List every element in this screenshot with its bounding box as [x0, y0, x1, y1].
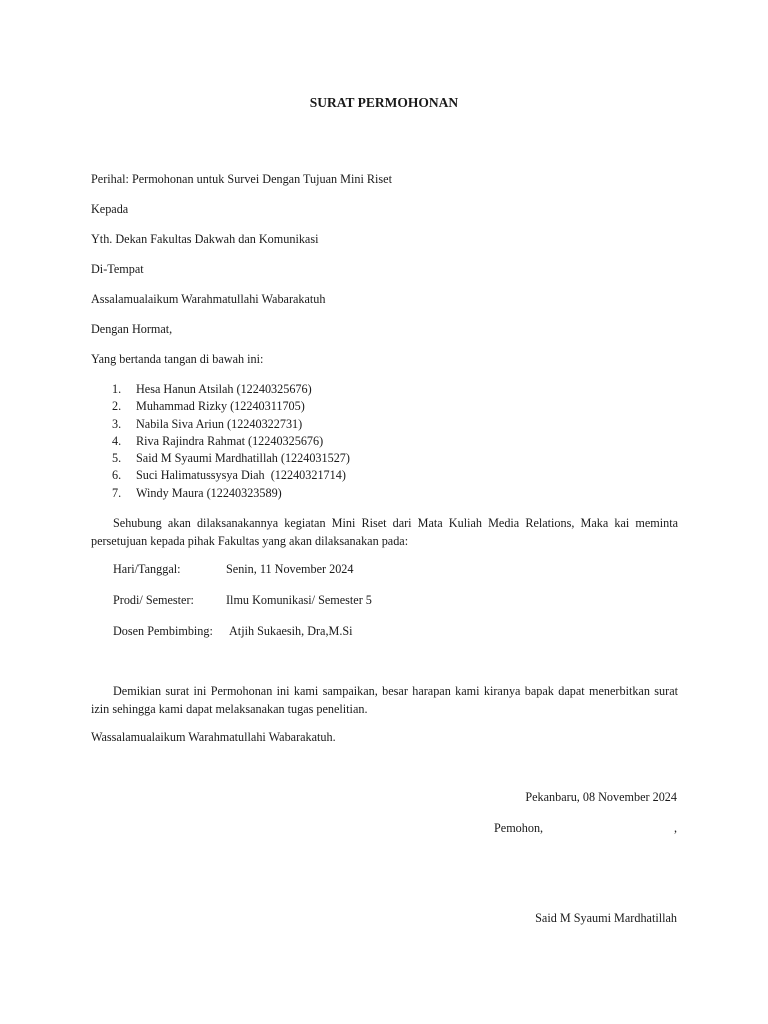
detail-row-date	[113, 561, 354, 578]
signatory-name: Said M Syaumi Mardhatillah	[535, 911, 677, 925]
list-number: 4.	[112, 433, 122, 448]
date-value: Senin, 11 November 2024	[226, 562, 354, 576]
detail-row-advisor	[113, 623, 353, 640]
recipient: Yth. Dekan Fakultas Dakwah dan Komunikasi	[91, 232, 319, 246]
member-name: Nabila Siva Ariun (12240322731)	[136, 416, 303, 431]
applicant-label: Pemohon,	[494, 821, 544, 835]
member-name: Muhammad Rizky (12240311705)	[136, 399, 305, 414]
list-number: 5.	[112, 451, 122, 466]
place-line: Di-Tempat	[91, 262, 144, 276]
list-number: 1.	[112, 382, 122, 396]
applicant-comma: ,	[674, 821, 678, 835]
letter-title: SURAT PERMOHONAN	[309, 95, 459, 110]
salutation: Dengan Hormat,	[91, 322, 173, 336]
program-label: Prodi/ Semester:	[113, 593, 194, 607]
opening-greeting: Assalamualaikum Warahmatullahi Wabarakatuh	[91, 292, 326, 306]
closing-paragraph: Demikian surat ini Permohonan ini kami sampaikan, besar harapan kami kiranya bapak dapat menerbitkan surat izin sehingga kami dapat melaksanakan tugas penelitian.	[91, 684, 678, 716]
intro-line: Yang bertanda tangan di bawah ini:	[91, 352, 264, 366]
advisor-label: Dosen Pembimbing:	[113, 624, 213, 638]
program-value: Ilmu Komunikasi/ Semester 5	[226, 593, 372, 607]
member-name: Suci Halimatussysya Diah (12240321714)	[136, 468, 346, 483]
member-name: Riva Rajindra Rahmat (12240325676)	[136, 433, 324, 448]
closing-greeting: Wassalamualaikum Warahmatullahi Wabarakatuh.	[91, 730, 336, 744]
place-date: Pekanbaru, 08 November 2024	[525, 790, 677, 804]
member-name: Said M Syaumi Mardhatillah (1224031527)	[136, 451, 350, 466]
list-number: 2.	[112, 399, 122, 414]
to-label: Kepada	[91, 202, 129, 216]
list-number: 6.	[112, 468, 122, 483]
member-name: Windy Maura (12240323589)	[136, 485, 282, 500]
member-name: Hesa Hanun Atsilah (12240325676)	[136, 382, 312, 396]
advisor-value: Atjih Sukaesih, Dra,M.Si	[229, 624, 353, 638]
date-label: Hari/Tanggal:	[113, 562, 181, 576]
detail-row-program	[113, 592, 372, 609]
letter-subject: Perihal: Permohonan untuk Survei Dengan Tujuan Mini Riset	[91, 172, 392, 186]
body-paragraph: Sehubung akan dilaksanakannya kegiatan Mini Riset dari Mata Kuliah Media Relations, Maka kai meminta persetujuan kepada pihak Fakultas yang akan dilaksanakan pada:	[91, 516, 678, 548]
list-number: 7.	[112, 485, 122, 500]
list-number: 3.	[112, 416, 122, 431]
